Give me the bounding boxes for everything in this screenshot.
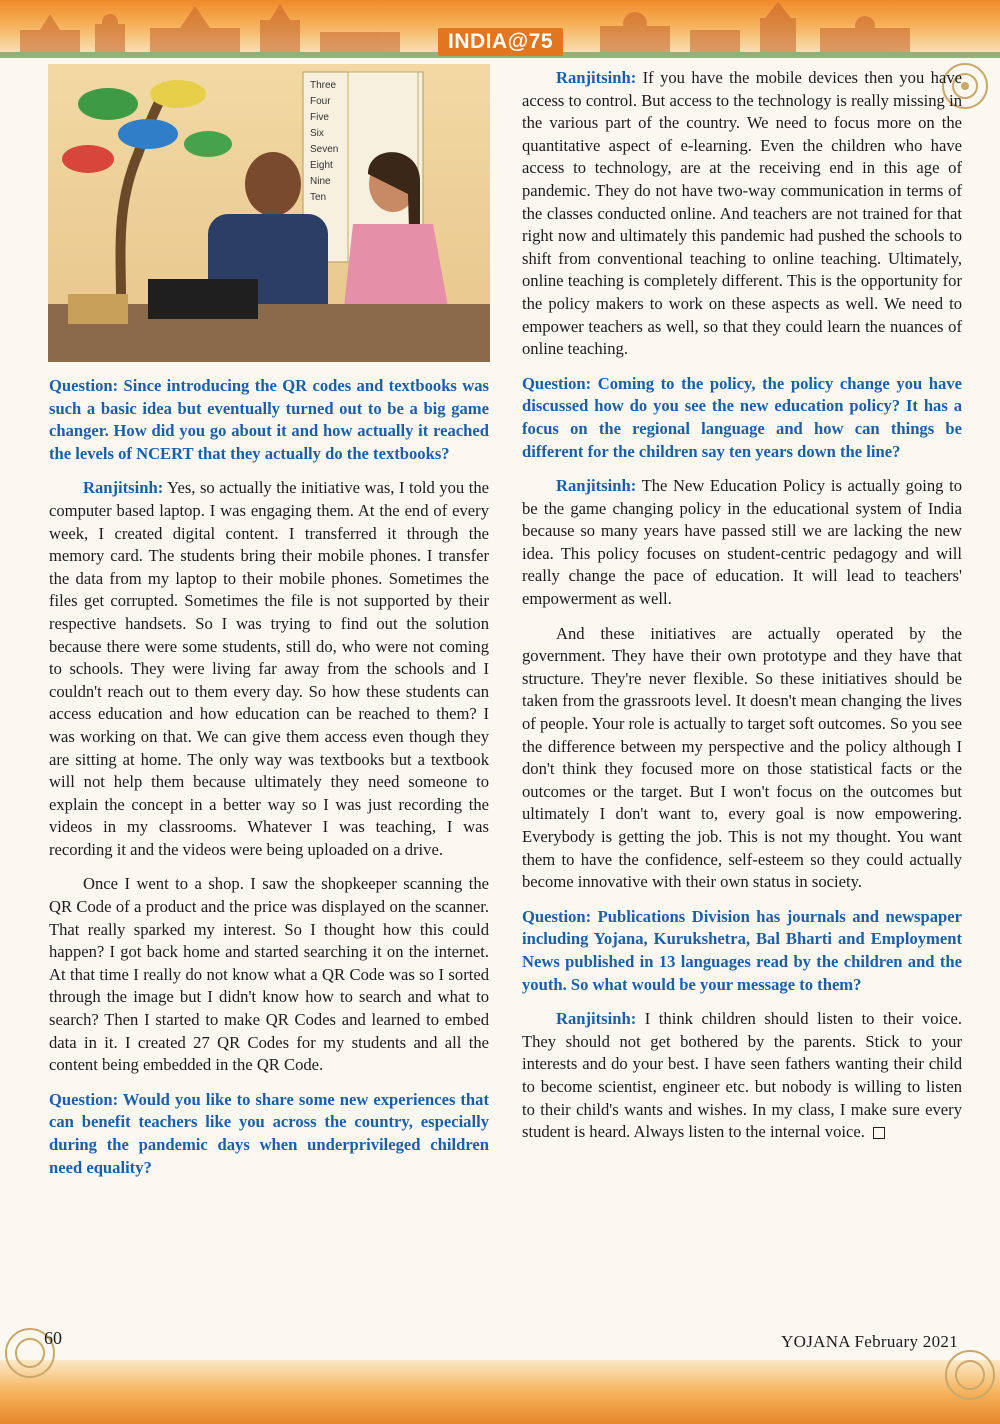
journal-issue: YOJANA February 2021 — [781, 1332, 958, 1351]
page-number: 60 — [44, 1328, 62, 1348]
svg-text:Eight: Eight — [310, 160, 333, 171]
answer-paragraph-2: And these initiatives are actually operated by the government. They have their own prototype and they have that structure. They're never flexible. So these initiatives should be taken from the grassroots level. It doesn't mean changing the lives of people. Your role is actually to target soft outcomes. So you see the difference between my perspective and the policy although I don't think they focused more on those statistical facts or the outcomes or the target. But I won't focus on the outcomes but ultimately I don't want to, every goal is now empowering. Everybody is getting the job. This is not my thought. You want them to have the confidence, self-esteem so they could actually become innovative with their own status in society. — [522, 623, 962, 892]
svg-text:Six: Six — [310, 128, 324, 139]
answer-paragraph — [522, 1008, 962, 1144]
svg-text:Nine: Nine — [310, 176, 331, 187]
svg-text:Seven: Seven — [310, 144, 339, 155]
svg-text:Five: Five — [310, 112, 329, 123]
answer-text: I think children should listen to their voice. They should not get bothered by the parents. Stick to your interests and do your best. I have seen fathers wanting their child to become scientist, engineer etc. but nobody is willing to listen to their child's wants and wishes. In my class, I make sure every student is heard. Always listen to the internal voice. — [522, 1009, 962, 1142]
svg-text:Four: Four — [310, 96, 331, 107]
question-education-policy: Question: Coming to the policy, the policy change you have discussed how do you see the new education policy? It has a focus on the regional language and how can things be different for the children say ten years down the line? — [522, 373, 962, 461]
india-at-75-badge: INDIA@75 — [438, 28, 563, 56]
answer-paragraph-2: Once I went to a shop. I saw the shopkeeper scanning the QR Code of a product and the price was displayed on the scanner. That really sparked my interest. So I thought how this could happen? I got back home and started searching it on the internet. At that time I really do not know what a QR Code was so I sorted through the image but I didn't know how to search and what to search? Then I started to make QR Codes and learned to embed data in it. I created 27 QR Codes for my students and all the content being embedded in the QR Code. — [49, 874, 489, 1075]
question-publications-division: Question: Publications Division has journals and newspaper including Yojana, Kurukshetra, Bal Bharti and Employment News published in 13 languages read by the children and the youth. So what would be your message to them? — [522, 906, 962, 994]
svg-text:Ten: Ten — [310, 192, 327, 203]
answer-paragraph — [49, 477, 489, 861]
left-column — [49, 375, 489, 1191]
answer-text: Yes, so actually the initiative was, I told you the computer based laptop. I was engaging them. At the end of every week, I created digital content. I transferred it through the memory card. The students bring their mobile phones. I transfer the data from my laptop to their mobile phones. Sometimes the files get corrupted. Sometimes the file is not supported by their respective handsets. So I was trying to find out the solution because there were some students, still do, who were not coming to schools. They were living far away from the schools and I couldn't reach out to them every day. So how these students can access education and how education can be reached to them? I was working on that. We can give them access even though they are sitting at home. The only way was textbooks but a textbook will not help them because ultimately they need someone to explain the concept in a better way so I was just recording the videos in my classrooms. Whatever I was teaching, I was recording it and the videos were being uploaded on a drive. — [49, 478, 489, 859]
speaker-label: Ranjitsinh: — [556, 1009, 637, 1029]
answer-paragraph — [522, 67, 962, 361]
classroom-photo — [48, 64, 490, 362]
speaker-label: Ranjitsinh: — [556, 476, 637, 496]
end-mark-icon — [873, 1127, 885, 1139]
answer-text: If you have the mobile devices then you have access to control. But access to the technology is really missing in the various part of the country. We need to focus more on the quantitative aspect of e-learning. Even the children who have access to technology, are at the receiving end in this age of pandemic. They do not have two-way communication in terms of the classes conducted online. And teachers are not trained for that right now and ultimately this pandemic had pushed the schools to shift from conventional teaching to online teaching. Ultimately, online teaching is completely different. This is the opportunity for the policy makers to work on these aspects as well. We need to empower teachers as well, so that they could learn the nuances of online teaching. — [522, 68, 962, 359]
question-qr-codes: Question: Since introducing the QR codes and textbooks was such a basic idea but eventually turned out to be a big game changer. How did you go about it and how actually it reached the levels of NCERT that they actually do the textbooks? — [49, 376, 489, 463]
speaker-label: Ranjitsinh: — [83, 478, 164, 498]
speaker-label: Ranjitsinh: — [556, 68, 637, 87]
answer-paragraph — [522, 475, 962, 611]
answer-text: The New Education Policy is actually going to be the game changing policy in the educational system of India because so many years have passed still we are lacking the new idea. This policy focuses on student-centric pedagogy and will really change the pace of education. It will lead to teachers' empowerment as well. — [522, 476, 962, 609]
right-column — [522, 67, 962, 1156]
footer-band — [0, 1360, 1000, 1424]
question-new-experiences: Question: Would you like to share some new experiences that can benefit teachers like you across the country, especially during the pandemic days when underprivileged children need equality? — [49, 1089, 489, 1177]
svg-text:Three: Three — [310, 80, 337, 91]
